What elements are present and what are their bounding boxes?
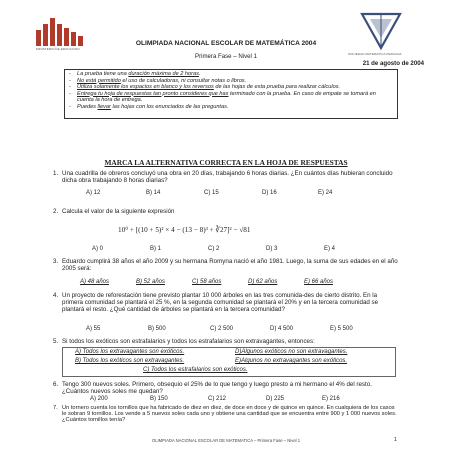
question-4-options — [0, 326, 452, 334]
section-heading: MARCA LA ALTERNATIVA CORRECTA EN LA HOJA DE RESPUESTAS — [104, 158, 348, 167]
question-text: Un proyecto de reforestación tiene previsto plantar 10 000 árboles en las tres comunida-des de cierto distrito. En la primera comunidad se plantará el 25 %, en la segunda comunidad se plantará el 20% y en la tercera comunidad se plantará el resto. ¿Qué cantidad de árboles se plantará en la tercera comunidad? — [62, 292, 379, 314]
option-c[interactable]: C) 2 500 — [210, 326, 234, 332]
option-d[interactable]: D) 62 años — [248, 279, 278, 285]
question-1 — [53, 170, 398, 185]
question-3-options — [0, 279, 452, 287]
instruction-item: - Utiliza solamente los espacios en blanco y los reversos de las hojas de esta prueba para realizar cálculos. — [69, 84, 341, 90]
option-d[interactable]: D) 225 — [266, 396, 285, 402]
question-6-options — [0, 396, 452, 404]
question-1-options — [0, 190, 452, 198]
instructions-box — [64, 69, 398, 119]
question-number: 5. — [53, 338, 59, 345]
question-5 — [53, 338, 398, 345]
question-text: Calcula el valor de la siguiente expresión — [62, 208, 175, 215]
ministry-logo-caption: MINISTERIO DE EDUCACION — [36, 47, 80, 51]
option-d[interactable]: D) 4 500 — [270, 326, 294, 332]
option-a[interactable]: A) 48 años — [80, 279, 110, 285]
instruction-item: - Puedes llevar las hojas con los enunciados de las preguntas. — [69, 103, 229, 110]
option-e[interactable]: E) 24 — [318, 190, 333, 196]
question-text: Eduardo cumplirá 38 años el año 2009 y su hermana Romyna nació el año 1981. Luego, la suma de sus edades en el año 2005 será: — [62, 258, 398, 273]
math-expression: 10⁰ + [(10 + 5)² × 4 − (13 − 8)³ + ∛27]² − √81 — [118, 226, 251, 234]
question-number: 3. — [53, 258, 59, 265]
option-d[interactable]: D) 3 — [266, 246, 278, 252]
page-footer: OLIMPIADA NACIONAL ESCOLAR DE MATEMATICA – Primera Fase – Nivel 1 — [151, 438, 301, 443]
page-number: 1 — [394, 437, 397, 443]
exam-date: 21 de agosto de 2004 — [362, 60, 424, 67]
question-2 — [53, 208, 398, 215]
option-b[interactable]: B) 500 — [148, 326, 166, 332]
option-e[interactable]: E) 5 500 — [330, 326, 353, 332]
option-c[interactable]: C) 212 — [208, 396, 227, 402]
option-a[interactable]: A) 12 — [86, 190, 101, 196]
question-2-options — [0, 246, 452, 254]
question-3 — [53, 258, 398, 273]
question-text: Una cuadrilla de obreros concluyó una obra en 20 días, trabajando 6 horas diarias. ¿En cuántos días hubieran concluido dicha obra trabajando 8 horas diarias? — [62, 170, 393, 185]
option-d[interactable]: D) 16 — [262, 190, 277, 196]
option-e[interactable]: E) 66 años — [304, 279, 334, 285]
option-e[interactable]: E) 216 — [322, 396, 340, 402]
option-b[interactable]: B) 150 — [150, 396, 168, 402]
question-number: 4. — [53, 292, 59, 299]
option-e[interactable]: E)Algunos no extravagantes son exóticos. — [235, 358, 348, 364]
option-c[interactable]: C) Todos los estrafalarios son exóticos. — [143, 367, 248, 373]
question-5-options-box — [62, 347, 396, 377]
option-a[interactable]: A) 200 — [90, 396, 108, 402]
option-b[interactable]: B) 1 — [150, 246, 162, 252]
society-logo-icon — [340, 12, 422, 56]
question-number: 2. — [53, 208, 59, 215]
ministry-logo — [28, 14, 108, 58]
question-number: 7. — [53, 405, 58, 411]
question-4 — [53, 292, 398, 314]
option-b[interactable]: B) Todos los exóticos son extravagantes. — [75, 358, 185, 364]
instruction-item: - Entrega tu hoja de respuestas tan pronto consideres que has terminado con la prueba. En caso de empate se tomará en cuenta la hora de entrega. — [69, 90, 376, 103]
option-c[interactable]: C) 15 — [204, 190, 219, 196]
question-number: 1. — [53, 170, 59, 177]
question-text: Tengo 300 nuevos soles. Primero, obsequio el 25% de lo que tengo y luego presto a mi hermano el 4% del resto. ¿Cuántos nuevos soles me quedan? — [62, 381, 372, 396]
option-e[interactable]: E) 4 — [324, 246, 336, 252]
option-a[interactable]: A) 55 — [86, 326, 101, 332]
exam-subtitle: Primera Fase – Nivel 1 — [195, 53, 257, 60]
question-number: 6. — [53, 381, 59, 388]
option-b[interactable]: B) 52 años — [136, 279, 166, 285]
exam-title: OLIMPIADA NACIONAL ESCOLAR DE MATEMÁTICA 2004 — [135, 40, 317, 47]
option-a[interactable]: A) Todos los extravagantes son exóticos. — [75, 349, 185, 355]
option-b[interactable]: B) 14 — [146, 190, 161, 196]
option-c[interactable]: C) 2 — [208, 246, 220, 252]
question-text: Si todos los exóticos son estrafalarios y todos los estrafalarios son extravagantes, entonces: — [62, 338, 315, 345]
question-7 — [53, 405, 398, 424]
society-logo-caption: SOCIEDAD MATEMATICA PERUANA — [348, 52, 402, 56]
question-text: Un tornero cuenta los tornillos que ha fabricado de diez en diez, de doce en doce y de quince en quince. En cualquiera de los casos le sobran 9 tornillos. Los vende a 5 nuevos soles cada uno y obtiene una cantidad que se encuentra entre 900 y 1 000 nuevos soles. ¿Cuántos tornillos tenía? — [62, 405, 397, 424]
instruction-item: - La prueba tiene una duración máxima de 2 horas. — [69, 71, 201, 77]
option-a[interactable]: A) 0 — [92, 246, 104, 252]
question-6 — [53, 381, 398, 396]
instruction-item: - No está permitido el uso de calculadoras, ni consultar notas o libros. — [69, 77, 247, 84]
option-c[interactable]: C) 58 años — [192, 279, 222, 285]
option-d[interactable]: D)Algunos exóticos no son extravagantes. — [235, 349, 348, 355]
